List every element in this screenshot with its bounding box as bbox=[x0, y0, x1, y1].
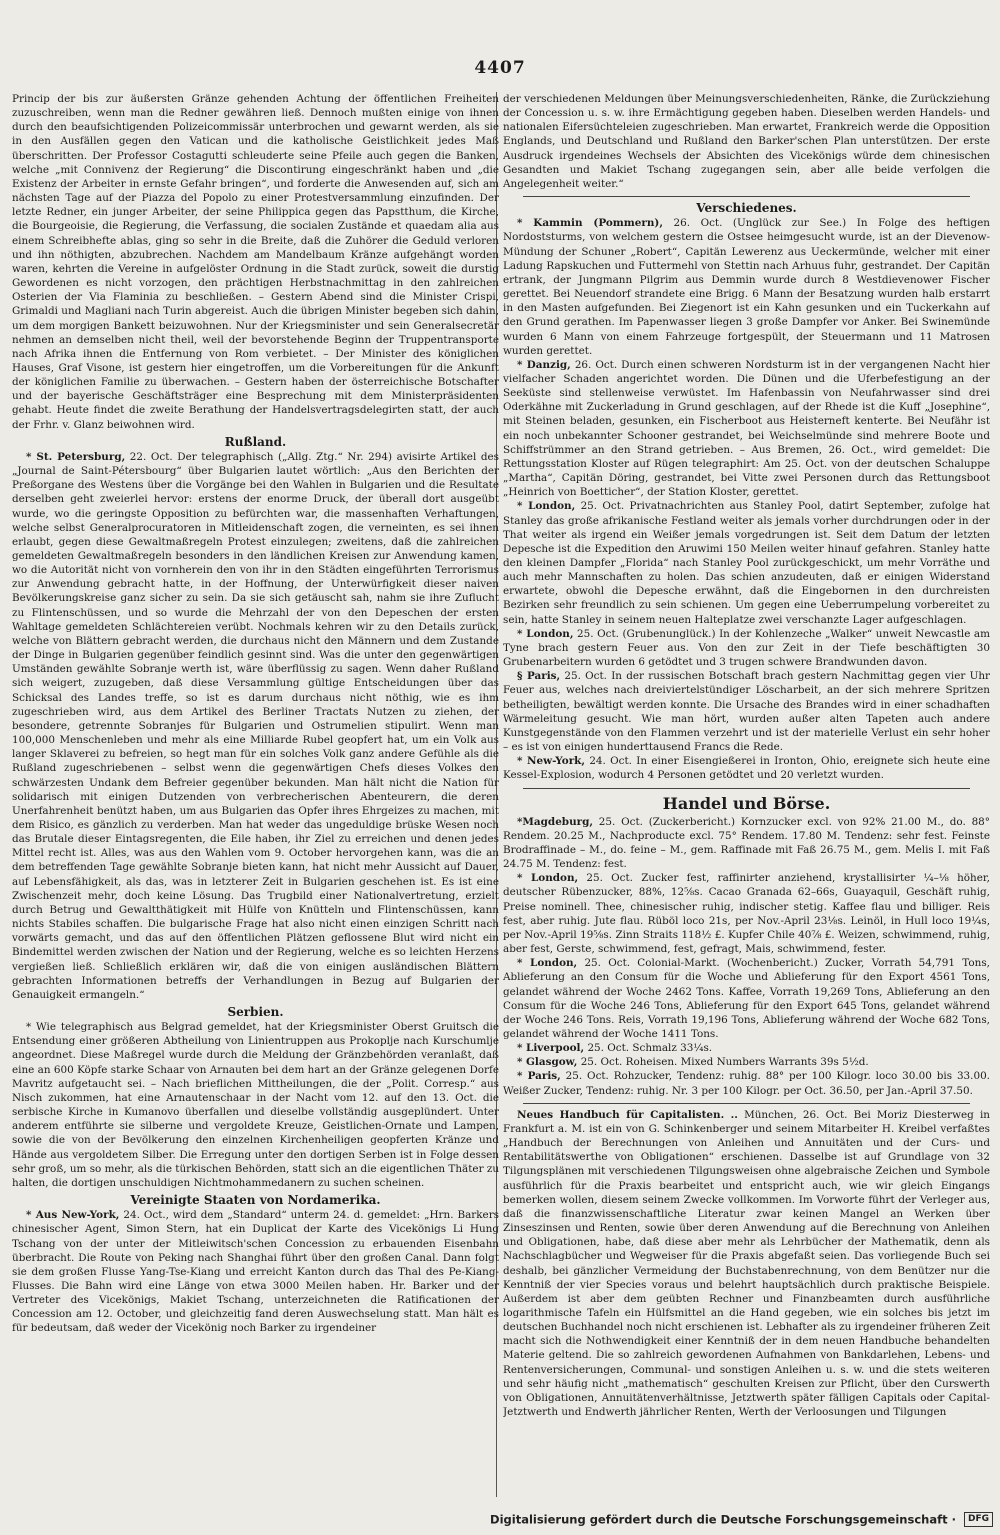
dateline: * Glasgow, bbox=[517, 1056, 578, 1069]
dateline: Neues Handbuch für Capitalisten. .. bbox=[517, 1108, 738, 1121]
paragraph-text: 25. Oct. Privatnachrichten aus Stanley Pool, datirt September, zufolge hat Stanley das große afrikanische Festland weiter als jemals vorher durchdrungen oder in der That weiter als irgend ein Weißer jemals vorgedrungen ist. Seit dem Datum der letzten Depesche ist die Expedition den Aruwimi 150 Meilen weiter hinauf gefahren. Stanley hatte den kleinen Dampfer „Florida“ nach Stanley Pool zurückgeschickt, um mehr Vorräthe und auch mehr Mannschaften zu holen. Das schien anzudeuten, daß er einigen Widerstand erwartete, obwohl die Depesche erwähnt, daß die Eingebornen in den durchreisten Bezirken sehr freundlich zu sein schienen. Um gegen eine Ueberrumpelung vorbereitet zu sein, hatte Stanley in seinem neuen Halteplatze zwei verschanzte Lager aufgeschlagen. bbox=[503, 500, 990, 626]
article-paragraph bbox=[503, 754, 990, 782]
section-rule bbox=[523, 1103, 970, 1104]
article-paragraph: * Wie telegraphisch aus Belgrad gemeldet, hat der Kriegsminister Oberst Gruitsch die Entsendung einer größeren Abtheilung von Linientruppen aus Prokoplje nach Kurschumlje angeordnet. Diese Maßregel wurde durch die Meldung der Gränzbehörden veranlaßt, daß eine an 600 Köpfe starke Schaar von Arnauten bei dem hart an der Gränze gelegenen Dorfe Mavritz aufgetaucht sei. – Nach brieflichen Mittheilungen, die der „Polit. Corresp.“ aus Nisch zukommen, hat eine Arnautenschaar in der Nacht vom 12. auf den 13. Oct. die serbische Kirche in Kumanovo überfallen und dieselbe vollständig ausgeplündert. Unter anderem entführte sie silberne und vergoldete Kreuze, Geistlichen-Ornate und Lampen, sowie die von der Bevölkerung den einzelnen Kirchenheiligen geopferten Kränze und Hände aus vergoldetem Silber. Die Erregung unter den dortigen Serben ist in Folge dessen sehr groß, um so mehr, als die türkischen Behörden, statt sich an die eigentlichen Thäter zu halten, die dortigen unschuldigen Nichtmohammedanern zu suchen scheinen. bbox=[12, 1021, 499, 1189]
market-report bbox=[503, 871, 990, 956]
dateline: * New-York, bbox=[517, 755, 586, 768]
paragraph-text: 25. Oct. Colonial-Markt. (Wochenbericht.) Zucker, Vorrath 54,791 Tons, Ablieferung an den Consum für die Woche und Ablieferung für den Export 4561 Tons, gelandet während der Woche 2462 Tons. Kaffee, Vorrath 19,269 Tons, Ablieferung an den Consum für die Woche 246 Tons, Ablieferung für den Export 645 Tons, gelandet während der Woche 246 Tons. Reis, Vorrath 19,196 Tons, Ablieferung während der Woche 682 Tons, gelandet während der Woche 1411 Tons. bbox=[503, 957, 990, 1040]
page-number: 4407 bbox=[474, 58, 526, 78]
market-report bbox=[503, 1041, 990, 1055]
footer-text: Digitalisierung gefördert durch die Deutsche Forschungsgemeinschaft · bbox=[490, 1512, 956, 1527]
dfg-logo: DFG bbox=[964, 1512, 993, 1527]
section-heading-verschiedenes: Verschiedenes. bbox=[696, 201, 797, 216]
paragraph-text: 26. Oct. Durch einen schweren Nordsturm ist in der vergangenen Nacht hier vielfacher Schaden angerichtet worden. Die Dünen und die Uferbefestigung an der Seeküste sind stellenweise verwüstet. Im Hafenbassin von Neufahrwasser sind drei Oderkähne mit Zuckerladung in Grund geschlagen, auf der Rhede ist die Kuff „Josephine“, mit Steinen beladen, gesunken, ein Fischerboot aus Heisterneft kenterte. Bei Neufähr ist ein noch unbekannter Schooner gestrandet, bei Weichselmünde sind mehrere Boote und Schiffstrümmer an den Strand getrieben. – Aus Bremen, 26. Oct., wird gemeldet: Die Rettungsstation Kloster auf Rügen telegraphirt: Am 25. Oct. von der deutschen Schaluppe „Martha“, Capitän Döring, gestrandet, bei Vitte zwei Personen durch das Rettungsboot „Heinrich von Boetticher“, der Station Kloster, gerettet. bbox=[503, 358, 990, 499]
paragraph-text: 25. Oct. In der russischen Botschaft brach gestern Nachmittag gegen vier Uhr Feuer aus, welches nach dreiviertelstündiger Löscharbeit, an der sich mehrere Spritzen betheiligten, bewältigt werden konnte. Die Ursache des Brandes wird in einer schadhaften Wärmeleitung gesucht. Wie man hört, wurden außer alten Tapeten auch andere Kunstgegenstände von den Flammen verzehrt und ist der materielle Verlust ein sehr hoher – es ist von einigen hunderttausend Francs die Rede. bbox=[503, 670, 990, 754]
dateline: * London, bbox=[517, 500, 576, 513]
section-heading-handel: Handel und Börse. bbox=[662, 793, 831, 813]
section-rule bbox=[523, 196, 970, 197]
article-paragraph bbox=[503, 627, 990, 669]
market-report bbox=[503, 1055, 990, 1069]
market-report bbox=[503, 1069, 990, 1097]
market-report bbox=[503, 956, 990, 1041]
section-heading-serbien: Serbien. bbox=[227, 1005, 284, 1019]
section-heading-russland: Rußland. bbox=[224, 434, 287, 449]
article-paragraph bbox=[12, 1208, 499, 1335]
book-review bbox=[503, 1108, 990, 1419]
paragraph-text: 25. Oct. Roheisen. Mixed Numbers Warrants 39s 5½d. bbox=[580, 1056, 869, 1069]
dateline: * Danzig, bbox=[517, 358, 571, 371]
paragraph-text: 26. Oct. (Unglück zur See.) In Folge des heftigen Nordoststurms, von welchem gestern die Ostsee heimgesucht wurde, ist an der Dievenow-Mündung der Schuner „Robert“, Capitän Lewerenz aus Ueckermünde, welcher mit einer Ladung Rapskuchen und Futtermehl von Stettin nach Arhuus fuhr, gestrandet. Der Capitän ertrank, der Jungmann Pilgrim aus Demmin wurde durch 8 Westdievenower Fischer gerettet. Bei Neuendorf strandete eine Brigg. 6 Mann der Besatzung wurden halb erstarrt in den Masten aufgefunden. Bei Ziegenort ist ein Kahn gesunken und ein Tuckerkahn auf den Grund gerathen. Im Papenwasser liegen 3 große Dampfer vor Anker. Bei Swinemünde wurden 6 Mann von einem Fahrzeuge fortgespült, der Steuermann und 11 Matrosen wurden gerettet. bbox=[503, 217, 990, 357]
dateline: * London, bbox=[517, 957, 578, 970]
paragraph-text: 24. Oct., wird dem „Standard“ unterm 24. d. gemeldet: „Hrn. Barkers chinesischer Agent, Simon Stern, hat ein Duplicat der Karte des Vicekönigs Li Hung Tschang von der unter der Mitleiwitsch'schen Concession zu erbauenden Eisenbahn überbracht. Die Route von Peking nach Shanghai führt über den großen Canal. Dann folgt sie dem großen Flusse Yang-Tse-Kiang und erreicht Kanton durch das Thal des Pe-Kiang-Flusses. Die Bahn wird eine Länge von etwa 3000 Meilen haben. Hr. Barker und der Vertreter des Vicekönigs, Makiet Tschang, unterzeichneten die Ratificationen der Concession am 12. October, und gleichzeitig fand deren Auswechselung statt. Man hält es für bedeutsam, daß weder der Vicekönig noch Barker zu irgendeiner bbox=[12, 1209, 499, 1335]
paragraph-text: 25. Oct. (Grubenunglück.) In der Kohlenzeche „Walker“ unweit Newcastle am Tyne brach gestern Feuer aus. Von den zur Zeit in der Tiefe beschäftigten 30 Grubenarbeitern wurden 6 getödtet und 3 trugen schwere Brandwunden davon. bbox=[503, 627, 990, 669]
article-paragraph: Princip der bis zur äußersten Gränze gehenden Achtung der öffentlichen Freiheiten zuzuschreiben, wenn man die Redner gewähren ließ. Dennoch mußten einige von ihnen durch den beaufsichtigenden Polizeicommissär unterbrochen und gewarnt werden, als sie in den Ausfällen gegen den Vatican und die katholische Geistlichkeit jedes Maß überschritten. Der Professor Costagutti schleuderte seine Pfeile auch gegen die Banken, welche „mit Connivenz der Regierung“ die Discontirung eingeschränkt haben und „die Existenz der Arbeiter in ernste Gefahr bringen“, und forderte die Anwesenden auf, sich am nächsten Tage auf der Piazza del Popolo zu einer Protestversammlung einzufinden. Der letzte Redner, ein junger Arbeiter, der seine Philippica gegen das Papstthum, die Kirche, die Bourgeoisie, die Regierung, die Verfassung, die socialen Zustände et quaedam alia aus einem Schreibhefte ablas, ging so sehr in die Breite, daß die Zuhörer die Geduld verloren und ihn nöthigten, abzubrechen. Nachdem am Mandelbaum Kränze aufgehängt worden waren, kehrten die Vereine in aufgelöster Ordnung in die Stadt zurück, soweit die durstig Gewordenen es nicht vorzogen, den prächtigen Herbstnachmittag in den zahlreichen Osterien der Via Flaminia zu beschließen. – Gestern Abend sind die Minister Crispi, Grimaldi und Magliani nach Turin abgereist. Auch die übrigen Minister begeben sich dahin, um dem morgigen Bankett beizuwohnen. Nur der Kriegsminister und sein Generalsecretär nehmen an demselben nicht theil, weil der bevorstehende Beginn der Truppentransporte nach Afrika ihnen die Entfernung von Rom verbietet. – Der Minister des königlichen Hauses, Graf Visone, ist gestern hier eingetroffen, um die Vorbereitungen für die Ankunft der königlichen Familie zu überwachen. – Gestern haben der österreichische Botschafter und der bayerische Geschäftsträger eine Besprechung mit dem Ministerpräsidenten gehabt. Heute findet die zweite Berathung der Handelsvertragsdelegirten statt, der auch der Frhr. v. Glanz beiwohnen wird. bbox=[12, 93, 499, 431]
paragraph-text: München, 26. Oct. Bei Moriz Diesterweg in Frankfurt a. M. ist ein von G. Schinkenberger und seinem Mitarbeiter H. Kreibel verfaßtes „Handbuch der Berechnungen von Anleihen und Annuitäten und der Curs- und Rentabilitätswerthe von Obligationen“ erschienen. Dasselbe ist auf Grundlage von 32 Tilgungsplänen mit verschiedenen Tilgungsweisen ohne algebraische Zeichen und Symbole ausführlich für die Praxis bearbeitet und entspricht auch, wie wir gleich Eingangs bemerken wollen, diesem seinem Zwecke vollkommen. Im Vorworte führt der Verleger aus, daß die finanzwissenschaftliche Literatur zwar keinen Mangel an Werken über Zinseszinsen und Renten, sowie über deren Anwendung auf die Berechnung von Anleihen und Obligationen, habe, daß diese aber mehr als Lehrbücher der Mathematik, denn als Nachschlagbücher und Wegweiser für die Praxis abgefaßt seien. Das vorliegende Buch sei deshalb, bei gänzlicher Vermeidung der Buchstabenrechnung, von dem Benützer nur die Kenntniß der vier Species voraus und belehrt hauptsächlich durch praktische Beispiele. Außerdem ist aber dem geübten Rechner und Finanzbeamten durch ausführliche logarithmische Tafeln ein Hülfsmittel an die Hand gegeben, wie ein solches bis jetzt im deutschen Buchhandel noch nicht erschienen ist. Lebhafter als zu irgendeiner früheren Zeit macht sich die Nothwendigkeit einer Kenntniß der in dem neuen Handbuche behandelten Materie geltend. Die so zahlreich gewordenen Aufnahmen von Bankdarlehen, Lebens- und Rentenversicherungen, Communal- und sonstigen Anleihen u. s. w. und die stets weiteren und sehr häufig nicht „mathematisch“ geschulten Kreisen zur Pflicht, über den Curswerth von Obligationen, Annuitätenverhältnisse, Jetztwerth später fälligen Capitals oder Capital-Jetztwerth und Endwerth jährlicher Renten, Werth der Verloosungen und Tilgungen bbox=[503, 1108, 990, 1419]
paragraph-text: 25. Oct. Zucker fest, raffinirter anziehend, krystallisirter ¼–⅛ höher, deutscher Rübenzucker, 88%, 12⅝s. Cacao Granada 62–66s, Guayaquil, Geschäft ruhig, Preise nominell. Thee, chinesischer ruhig, indischer stetig. Kaffee flau und billiger. Reis fest, aber ruhig. Jute flau. Rüböl loco 21s, per Nov.-April 23⅛s. Leinöl, in Hull loco 19¼s, per Nov.-April 19⅝s. Zinn Straits 118½ £. Kupfer Chile 40⅞ £. Weizen, schwimmend, ruhig, aber fest, Gerste, schwimmend, fest, gefragt, Mais, schwimmend, fester. bbox=[503, 872, 990, 956]
dateline: *Magdeburg, bbox=[517, 815, 593, 828]
paragraph-text: 25. Oct. Schmalz 33¼s. bbox=[587, 1042, 713, 1055]
article-paragraph bbox=[503, 499, 990, 626]
dateline: § Paris, bbox=[517, 670, 561, 683]
article-paragraph: der verschiedenen Meldungen über Meinungsverschiedenheiten, Ränke, die Zurückziehung der Concession u. s. w. ihre Ermächtigung gegeben haben. Dieselben werden Handels- und nationalen Eifersüchteleien zugeschrieben. Man erwartet, Frankreich werde die Opposition Englands, und Deutschland und Rußland den Barker'schen Plan unterstützen. Der erste Ausdruck irgendeines Wechsels der Absichten des Vicekönigs würde dem chinesischen Gesandten und Makiet Tschang zugegangen sein, aber alle beide verfolgen die Angelegenheit weiter.“ bbox=[503, 93, 990, 190]
paragraph-text: 25. Oct. Rohzucker, Tendenz: ruhig. 88° per 100 Kilogr. loco 30.00 bis 33.00. Weißer Zucker, Tendenz: ruhig. Nr. 3 per 100 Kilogr. per Oct. 36.50, per Jan.-April 37.50. bbox=[503, 1070, 990, 1097]
article-paragraph bbox=[503, 669, 990, 754]
digitization-footer bbox=[0, 1512, 993, 1527]
dateline: * St. Petersburg, bbox=[26, 450, 126, 463]
paragraph-text: 22. Oct. Der telegraphisch („Allg. Ztg.“ Nr. 294) avisirte Artikel des „Journal de Saint-Pétersbourg“ über Bulgarien lautet wörtlich: „Aus den Berichten der Preßorgane des Westens über die Vorgänge bei den Wahlen in Bulgarien und die Resultate derselben geht zweierlei hervor: erstens der enorme Druck, der überall dort ausgeübt wurde, wo die geringste Opposition zu befürchten war, die massenhaften Verhaftungen, welche selbst Generalprocuratoren in Mitleidenschaft zogen, die verneinten, es sei ihnen erlaubt, gegen diese Gewaltmaßregeln Protest einzulegen; zweitens, daß die zahlreichen gemeldeten Gewaltmaßregeln besonders in den ländlichen Kreisen zur Anwendung kamen, wo die Autorität nicht von vornherein den von ihr in den Städten eingeführten Terrorismus zur Anwendung gebracht hatte, in der Hoffnung, der Unterwürfigkeit dieser naiven Bevölkerungskreise ganz sicher zu sein. Da sie sich getäuscht sah, nahm sie ihre Zuflucht zu Flintenschüssen, und so wurde die Mehrzahl der von den Depeschen der ersten Wahltage gemeldeten Schlächtereien verübt. Nochmals kehren wir zu den Details zurück, welche von Blättern gebracht werden, die durchaus nicht den Männern und dem Zustande der Dinge in Bulgarien gegenüber feindlich gesinnt sind. Was die unter den gegenwärtigen Umständen gewählte Sobranje werth ist, wäre überflüssig zu sagen. Wenn daher Rußland sich weigert, zuzugeben, daß diese Versammlung gültige Entscheidungen über das Schicksal des Landes treffe, so ist es darum durchaus nicht nöthig, wie es ihm zugeschrieben wird, aus dem Artikel des Berliner Tractats Nutzen zu ziehen, der besondere, getrennte Sobranjes für Bulgarien und Ostrumelien stipulirt. Wenn man 100,000 Menschenleben und mehr als eine Milliarde Rubel geopfert hat, um ein Volk aus langer Sklaverei zu befreien, so hegt man für ein solches Volk ganz andere Gefühle als die Rußland zugeschriebenen – selbst wenn die gegenwärtigen Chefs dieses Volkes den schwärzesten Undank dem Befreier gegenüber bekunden. Man hält nicht die Nation für solidarisch mit einigen Dutzenden von verbrecherischen Abenteurern, die deren Unerfahrenheit benützt haben, um aus Bulgarien das Opfer ihres Ehrgeizes zu machen, mit dem Risico, es gänzlich zu verderben. Man hat weder das ungeduldige brüske Wesen noch das Brutale dieser Eintagsregenten, die Eile haben, ihr Ziel zu erreichen und denen jedes Mittel recht ist. Alles, was aus den Wahlen vom 9. October hervorgehen kann, was die an dem betreffenden Tage gewählte Sobranje bieten kann, hat nicht mehr Aussicht auf Dauer, auf Lebensfähigkeit, als das, was in letzterer Zeit in Bulgarien geschehen ist. Es ist eine Zwischenzeit mehr, doch keine Lösung. Das Trugbild einer Nationalvertretung, erzielt durch Betrug und Gewaltthätigkeit mit Hülfe von Knütteln und Flintenschüssen, kann nichts Stabiles schaffen. Die bulgarische Frage hat also nicht einen einzigen Schritt nach vorwärts gemacht, und das auf den öffentlichen Plätzen geflossene Blut wird nicht ein Bindemittel werden zwischen der Nation und der Regierung, welche es so leichten Herzens vergießen ließ. Schließlich erklären wir, daß die von einigen ausländischen Blättern gebrachten Informationen betreffs der Verhandlungen in Bezug auf Bulgarien der Genauigkeit ermangeln.“ bbox=[12, 450, 499, 1001]
article-paragraph bbox=[12, 450, 499, 1002]
paragraph-text: 24. Oct. In einer Eisengießerei in Ironton, Ohio, ereignete sich heute eine Kessel-Explosion, wodurch 4 Personen getödtet und 20 verletzt wurden. bbox=[503, 755, 990, 782]
dateline: * Liverpool, bbox=[517, 1042, 585, 1055]
paragraph-text: 25. Oct. (Zuckerbericht.) Kornzucker excl. von 92% 21.00 M., do. 88° Rendem. 20.25 M., Nachproducte excl. 75° Rendem. 17.80 M. Tendenz: sehr fest. Feinste Brodraffinade – M., do. feine – M., gem. Raffinade mit Faß 26.75 M., gem. Melis I. mit Faß 24.75 M. Tendenz: fest. bbox=[503, 815, 990, 871]
section-heading-usa: Vereinigte Staaten von Nordamerika. bbox=[130, 1193, 381, 1208]
right-column bbox=[503, 92, 990, 1497]
dateline: * London, bbox=[517, 872, 579, 885]
dateline: * London, bbox=[517, 627, 574, 640]
dateline: * Paris, bbox=[517, 1070, 561, 1083]
section-rule bbox=[523, 788, 970, 789]
article-paragraph bbox=[503, 216, 990, 358]
dateline: * Kammin (Pommern), bbox=[517, 217, 663, 230]
market-report bbox=[503, 815, 990, 872]
dateline: * Aus New-York, bbox=[26, 1209, 120, 1222]
article-paragraph bbox=[503, 358, 990, 500]
left-column bbox=[12, 92, 499, 1497]
